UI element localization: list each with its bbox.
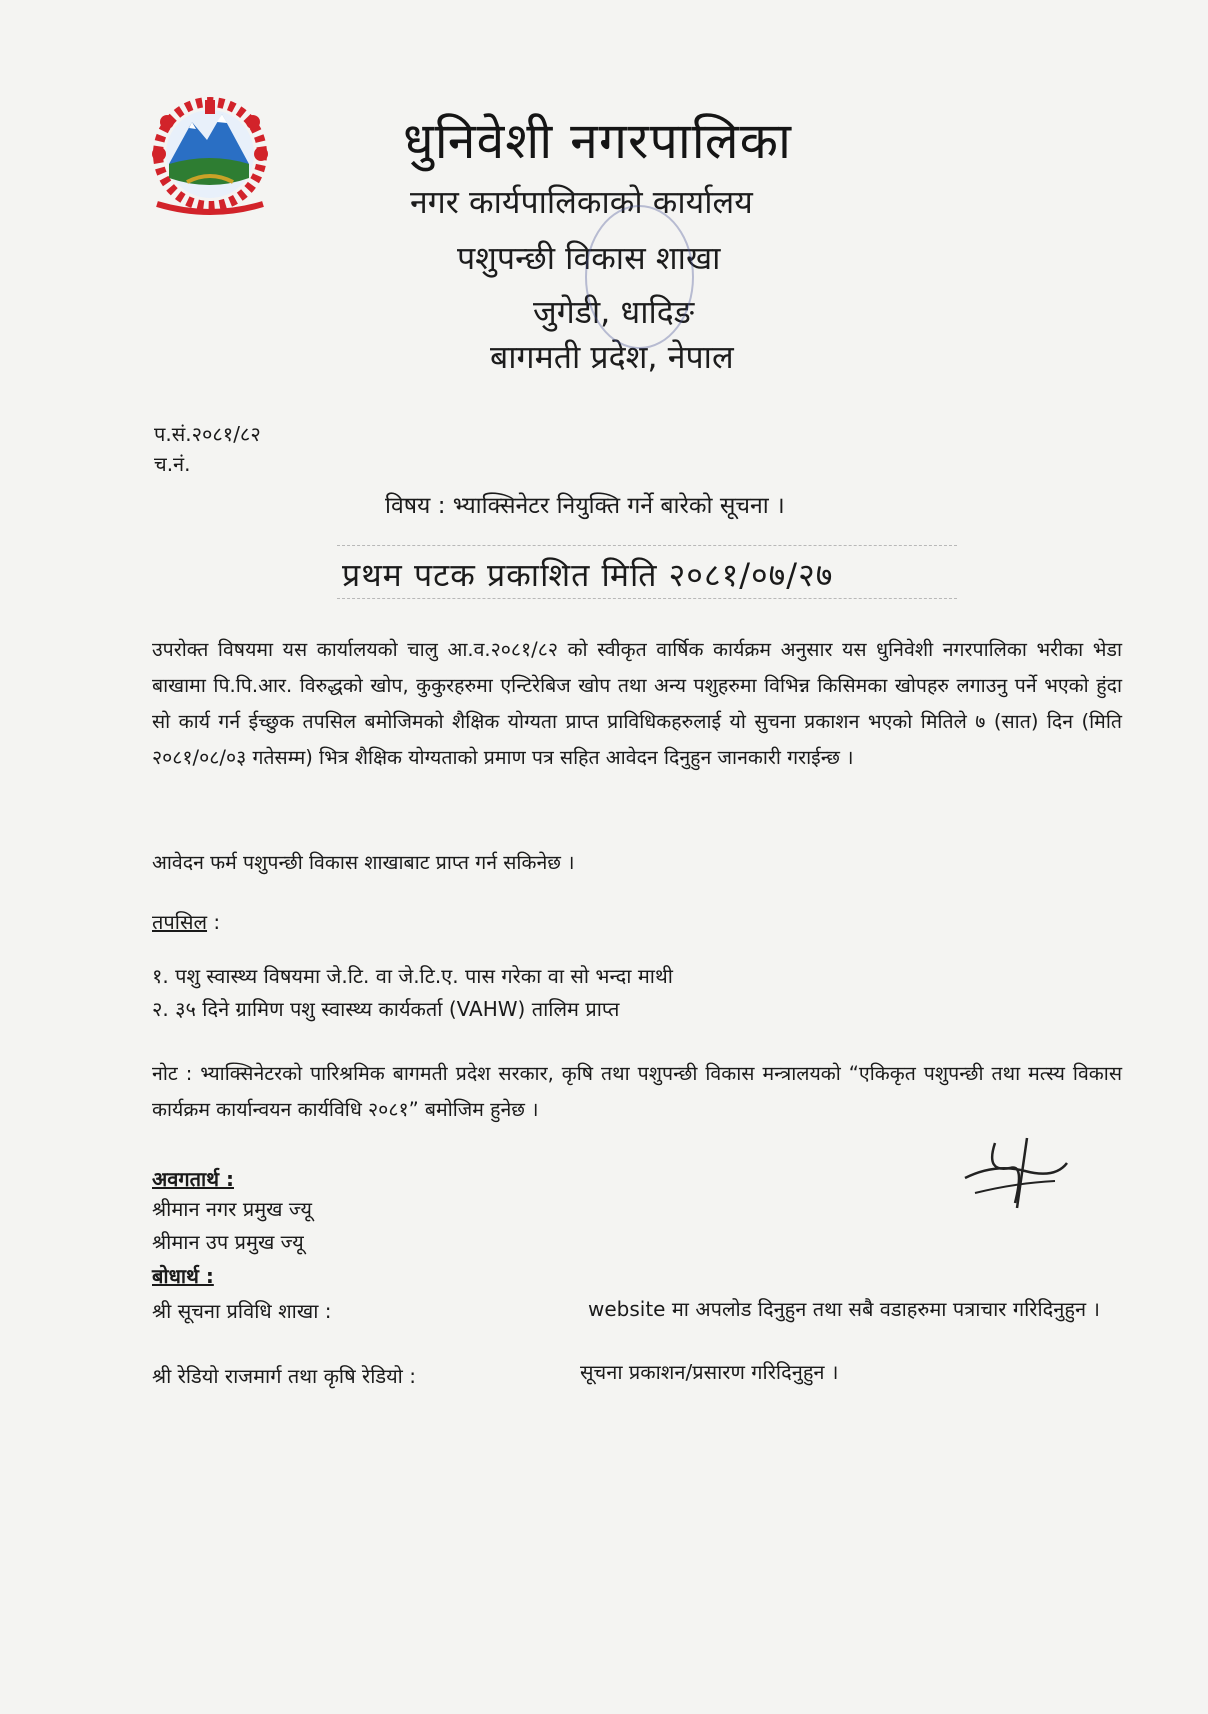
signature (955, 1133, 1075, 1213)
bodhartha-recipient: श्री सूचना प्रविधि शाखा : (152, 1299, 332, 1323)
office-stamp (585, 205, 694, 349)
awagatartha-recipient: श्रीमान उप प्रमुख ज्यू (152, 1230, 304, 1254)
chalani-number: च.नं. (154, 452, 191, 476)
province-country: बागमती प्रदेश, नेपाल (490, 338, 734, 376)
bodhartha-action: website मा अपलोड दिनुहुन तथा सबै वडाहरुमा पत्राचार गरिदिनुहुन । (588, 1297, 1101, 1321)
awagatartha-heading: अवगतार्थ : (152, 1167, 234, 1191)
subject-line: विषय : भ्याक्सिनेटर नियुक्ति गर्ने बारेको सूचना । (385, 493, 785, 519)
application-form-note: आवेदन फर्म पशुपन्छी विकास शाखाबाट प्राप्त गर्न सकिनेछ । (152, 851, 575, 874)
office-name: नगर कार्यपालिकाको कार्यालय (410, 183, 753, 221)
org-name: धुनिवेशी नगरपालिका (403, 112, 792, 170)
nepal-emblem-logo (137, 92, 283, 222)
patra-sankhya: प.सं.२०८१/८२ (154, 422, 261, 446)
bodhartha-recipient: श्री रेडियो राजमार्ग तथा कृषि रेडियो : (152, 1364, 416, 1388)
tapsil-item: १. पशु स्वास्थ्य विषयमा जे.टि. वा जे.टि.ए. पास गरेका वा सो भन्दा माथी (152, 964, 673, 988)
office-location: जुगेडी, धादिङ (533, 293, 695, 331)
awagatartha-recipient: श्रीमान नगर प्रमुख ज्यू (152, 1197, 312, 1221)
publish-date: प्रथम पटक प्रकाशित मिति २०८१/०७/२७ (342, 556, 834, 594)
tapsil-heading-text: तपसिल (152, 910, 208, 934)
tapsil-heading-colon: : (207, 910, 221, 934)
remuneration-note: नोट : भ्याक्सिनेटरको पारिश्रमिक बागमती प्रदेश सरकार, कृषि तथा पशुपन्छी विकास मन्त्रालयको “एकिकृत पशुपन्छी तथा मत्स्य विकास कार्यक्रम कार्यान्वयन कार्यविधि २०८१” बमोजिम हुनेछ । (152, 1062, 1122, 1121)
bodhartha-heading: बोधार्थ : (152, 1264, 214, 1288)
bodhartha-action: सूचना प्रकाशन/प्रसारण गरिदिनुहुन । (580, 1360, 839, 1384)
tapsil-heading (152, 908, 220, 935)
tapsil-item: २. ३५ दिने ग्रामिण पशु स्वास्थ्य कार्यकर्ता (VAHW) तालिम प्राप्त (152, 997, 620, 1021)
notice-paragraph: उपरोक्त विषयमा यस कार्यालयको चालु आ.व.२०८१/८२ को स्वीकृत वार्षिक कार्यक्रम अनुसार यस धुनिवेशी नगरपालिका भरीका भेडा बाखामा पि.पि.आर. विरुद्धको खोप, कुकुरहरुमा एन्टिरेबिज खोप तथा अन्य पशुहरुमा विभिन्न किसिमका खोपहरु लगाउनु पर्ने भएको हुंदा सो कार्य गर्न ईच्छुक तपसिल बमोजिमको शैक्षिक योग्यता प्राप्त प्राविधिकहरुलाई यो सुचना प्रकाशन भएको मितिले ७ (सात) दिन (मिति २०८१/०८/०३ गतेसम्म) भित्र शैक्षिक योग्यताको प्रमाण पत्र सहित आवेदन दिनुहुन जानकारी गराईन्छ । (152, 638, 1122, 769)
branch-name: पशुपन्छी विकास शाखा (457, 239, 721, 277)
